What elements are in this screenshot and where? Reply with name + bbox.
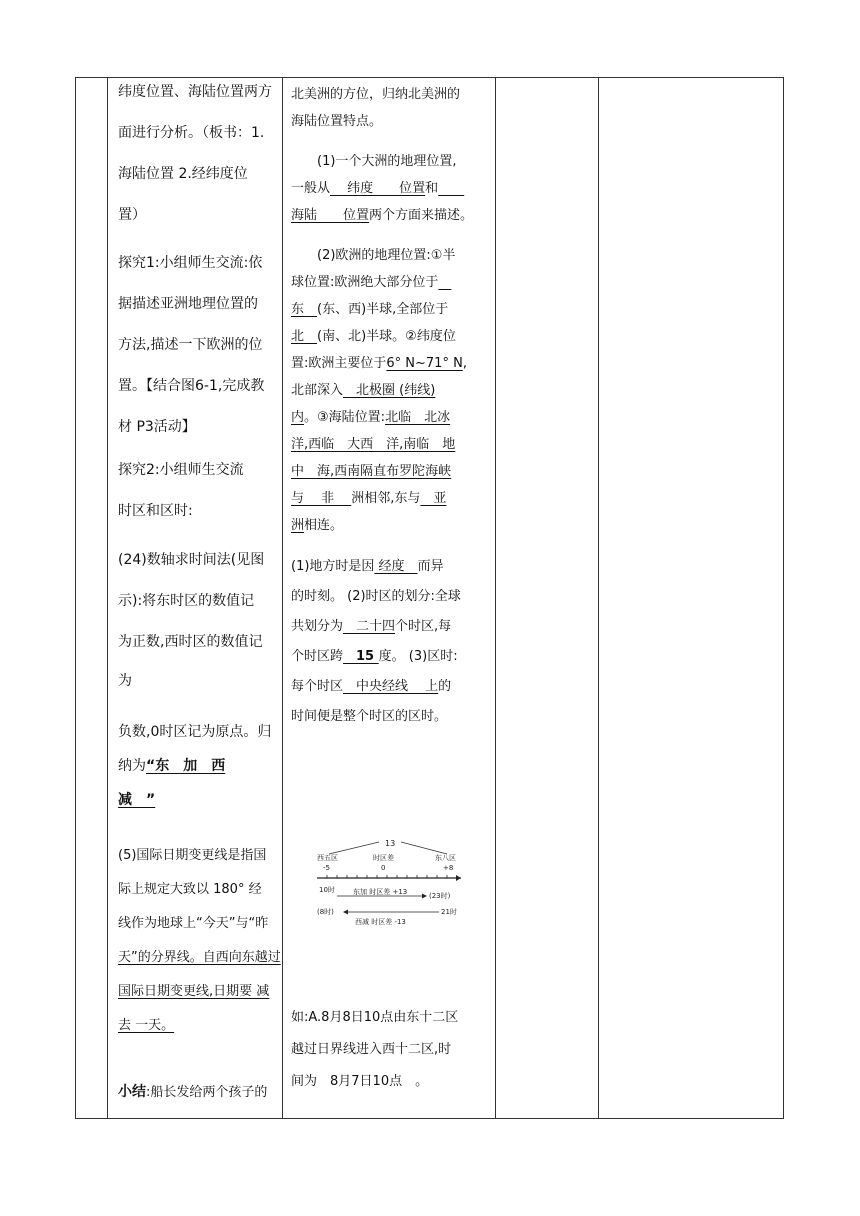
- empty-cell: [496, 78, 598, 1118]
- text-span: 两个方面来描述。: [369, 208, 474, 223]
- text-line: [118, 752, 225, 780]
- text-span: 度。 (3)区时:: [378, 649, 458, 664]
- fig-t10: 10时: [319, 886, 335, 894]
- text-span: (东、西)半球,全部位于: [317, 302, 449, 317]
- text-line: [291, 485, 446, 513]
- answer-underline: 亚: [420, 491, 447, 506]
- answer-underline: 与 非: [291, 491, 352, 506]
- answer-underline: 海陆 位置: [291, 208, 370, 223]
- fig-t21: 21时: [441, 908, 457, 916]
- timezone-diagram: [315, 834, 465, 930]
- text-line: 际上规定大致以 180° 经: [118, 882, 262, 897]
- answer-underline: 北: [291, 329, 318, 344]
- timezone-figure: [315, 834, 465, 930]
- text-line: 为: [118, 673, 132, 689]
- text-line: [291, 202, 473, 230]
- text-span: (南、北)半球。②纬度位: [317, 329, 456, 344]
- fig-bracket-left: [329, 842, 379, 854]
- text-line: [291, 643, 458, 671]
- text-line: [291, 673, 451, 701]
- text-span: 和: [425, 181, 439, 196]
- text-line: 的时刻。 (2)时区的划分:全球: [291, 589, 461, 604]
- fig-west-sub: 西减 时区差 -13: [355, 918, 406, 926]
- fig-east-zone: 东八区: [435, 854, 456, 862]
- answer-underline: 二十四: [343, 619, 396, 634]
- text-line: 时区和区时:: [118, 503, 193, 519]
- text-line: 时间便是整个时区的区时。: [291, 709, 448, 724]
- text-line: [291, 323, 456, 351]
- text-span: 。③海陆位置:: [304, 410, 386, 425]
- summary-line: [118, 1078, 267, 1107]
- text-span: 洲相邻,东与: [351, 491, 421, 506]
- text-span: 球位置:欧洲绝大部分位于: [291, 275, 439, 290]
- answer-underline: 纬度 位置: [330, 181, 426, 196]
- fig-t8: (8时): [317, 908, 334, 916]
- text-line: 海陆位置特点。: [291, 114, 383, 129]
- text-span: 个时区,每: [395, 619, 452, 634]
- answer-underline: [438, 275, 451, 290]
- answer-underline: 国际日期变更线,日期要 减: [118, 984, 270, 999]
- text-line: 材 P3活动】: [118, 419, 196, 435]
- text-line: 面进行分析。（板书：1.: [118, 125, 265, 141]
- fig-top-label: 13: [385, 839, 396, 848]
- text-line: [291, 296, 448, 324]
- text-span: 每个时区: [291, 679, 344, 694]
- summary-text: :船长发给两个孩子的: [146, 1085, 268, 1100]
- text-line: 线作为地球上“今天”与“昨: [118, 916, 269, 931]
- text-line: [291, 377, 435, 405]
- text-line: 示):将东时区的数值记: [118, 593, 255, 609]
- answer-underline: 北极圈 (纬线): [343, 383, 436, 398]
- answer-underline: 中 海,西南隔直布罗陀海峡: [291, 464, 452, 479]
- fig-east-arrowhead: [422, 894, 427, 899]
- text-line: [291, 553, 444, 581]
- text-line: 置。【结合图6-1,完成教: [118, 378, 265, 394]
- text-line: 纬度位置、海陆位置两方: [118, 84, 272, 100]
- answer-underline: 东: [291, 302, 318, 317]
- answer-underline: 经度: [374, 559, 418, 574]
- fig-zero: 0: [381, 864, 386, 872]
- answer-underline: 洋,西临 大西 洋,南临 地: [291, 437, 456, 452]
- text-line: 方法,描述一下欧洲的位: [118, 337, 263, 353]
- text-line: [291, 175, 464, 203]
- summary-label: 小结: [118, 1084, 146, 1100]
- text-line: 探究1:小组师生交流:依: [118, 255, 263, 271]
- fig-west-val: -5: [323, 864, 330, 872]
- text-line: [291, 613, 451, 641]
- answer-underline: 6° N~71° N: [386, 356, 463, 371]
- answer-underline: [118, 786, 155, 814]
- fig-t23: (23时): [429, 892, 451, 900]
- text-span: 共划分为: [291, 619, 344, 634]
- answer-underline: 洲: [291, 518, 305, 533]
- fig-axis-arrow: [456, 875, 461, 881]
- text-line: [291, 350, 467, 378]
- text-line: (1)一个大洲的地理位置,: [317, 154, 457, 169]
- text-line: 据描述亚洲地理位置的: [118, 296, 258, 312]
- text-line: [291, 512, 343, 540]
- text-span: 纳为: [118, 758, 146, 774]
- text-span: 相连。: [304, 518, 344, 533]
- text-line: (2)欧洲的地理位置:①半: [317, 248, 456, 263]
- text-span: 北部深入: [291, 383, 344, 398]
- answer-underline: 中央经线 上: [343, 679, 439, 694]
- text-line: 置）: [118, 207, 146, 223]
- lesson-table: [75, 77, 784, 1119]
- answer-underline: 去 一天。: [118, 1018, 175, 1033]
- text-span: 置:欧洲主要位于: [291, 356, 387, 371]
- answer-underline: 内: [291, 410, 305, 425]
- text-line: 为正数,西时区的数值记: [118, 634, 263, 650]
- text-line: (24)数轴求时间法(见图: [118, 552, 265, 568]
- text-line: [291, 404, 450, 432]
- answer-underline: 北临 北冰: [385, 410, 451, 425]
- text-line: 北美洲的方位，归纳北美洲的: [291, 87, 461, 102]
- text-line: 越过日界线进入西十二区,时: [291, 1042, 452, 1057]
- fig-west-arrowhead: [343, 910, 348, 915]
- text-line: 海陆位置 2.经纬度位: [118, 166, 248, 182]
- empty-cell: [599, 78, 783, 1118]
- column-divider: [282, 78, 283, 1118]
- fig-west-zone: 西五区: [317, 854, 338, 862]
- answer-underline: “东 加 西: [146, 758, 226, 774]
- text-span: ,: [462, 356, 467, 371]
- text-line: 负数,0时区记为原点。归: [118, 724, 272, 740]
- fig-east-add: 东加 时区差 +13: [353, 888, 408, 896]
- text-line: [291, 269, 451, 297]
- text-line: 探究2:小组师生交流: [118, 462, 244, 478]
- answer-text: 减 ”: [118, 792, 156, 808]
- text-span: 的: [438, 679, 452, 694]
- answer-underline: 天”的分界线。自西向东越过: [118, 950, 281, 965]
- fig-bracket-right: [401, 842, 447, 854]
- text-line: 间为 8月7日10点 。: [291, 1074, 429, 1089]
- fig-east-val: +8: [443, 864, 454, 872]
- text-span: 而异: [417, 559, 444, 574]
- answer-underline: 15: [343, 649, 379, 664]
- text-span: 个时区跨: [291, 649, 344, 664]
- text-line: (5)国际日期变更线是指国: [118, 848, 267, 863]
- fig-diff-label: 时区差: [373, 854, 394, 862]
- text-line: 如:A.8月8日10点由东十二区: [291, 1010, 459, 1025]
- answer-underline: [438, 181, 464, 196]
- text-span: 一般从: [291, 181, 331, 196]
- text-span: (1)地方时是因: [291, 559, 375, 574]
- column-divider: [107, 78, 108, 1118]
